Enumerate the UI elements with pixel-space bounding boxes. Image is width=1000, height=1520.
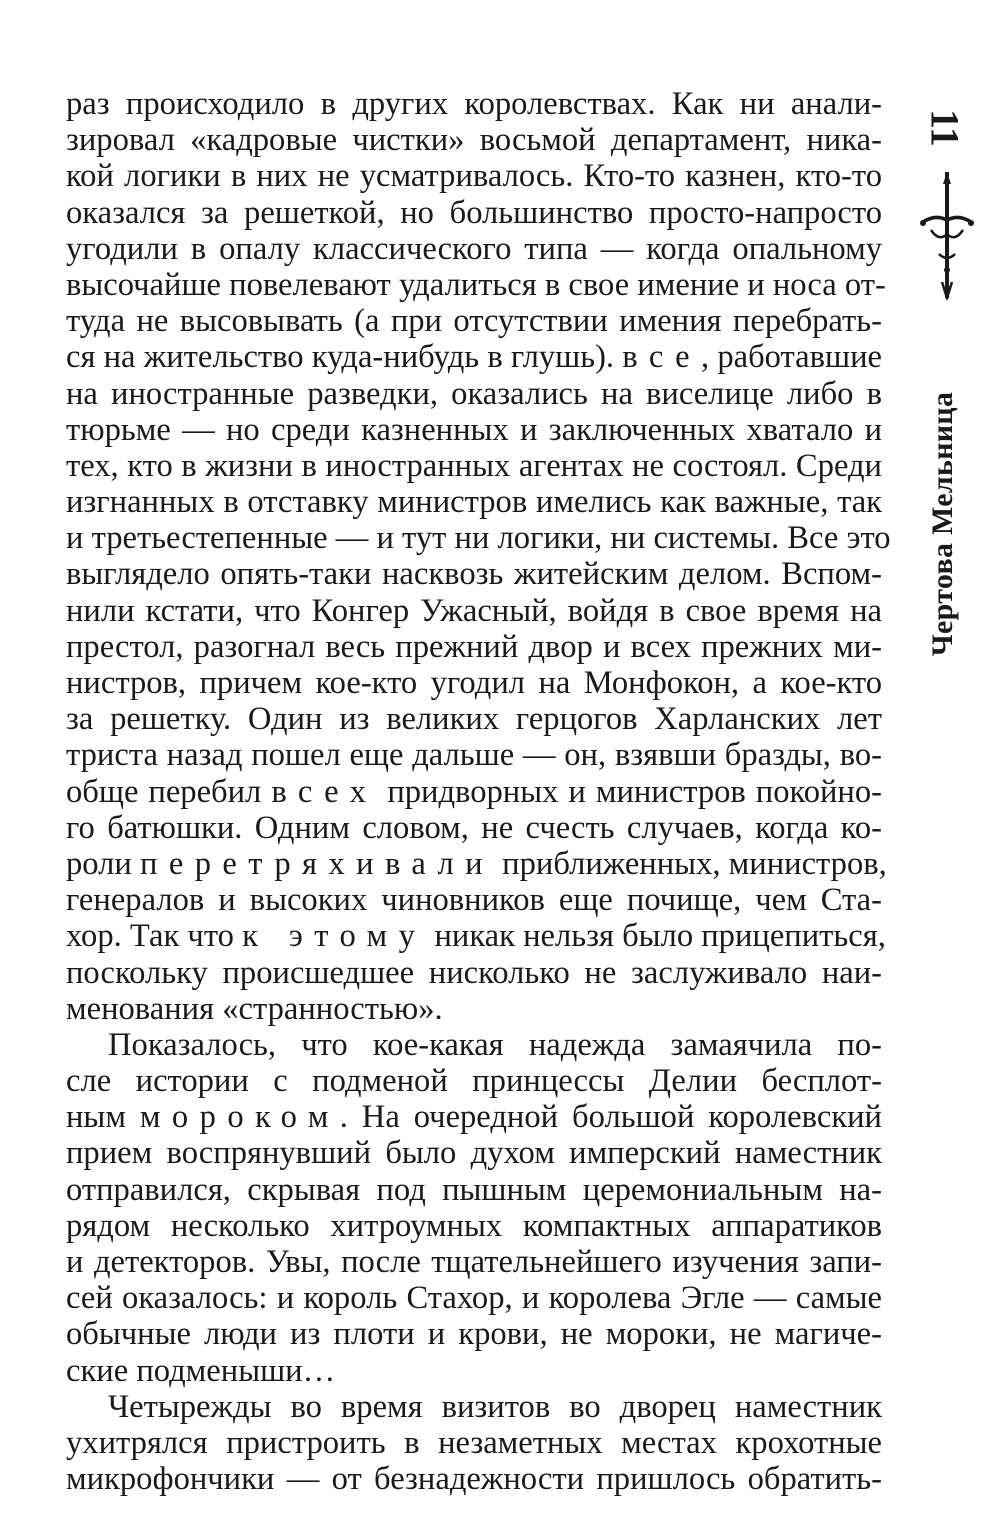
text-line: обычные люди из плоти и крови, не мороки, не магиче- — [66, 1316, 882, 1353]
text-line: сле истории с подменой принцессы Делии бесплот- — [66, 1063, 882, 1100]
text-line: зировал «кадровые чистки» восьмой департамент, ника- — [66, 122, 882, 159]
text-line: оказался за решеткой, но большинство просто-напросто — [66, 194, 882, 231]
spaced-emphasis: к этому — [242, 918, 427, 955]
text-line: и третьестепенные — и тут ни логики, ни системы. Все это — [66, 520, 891, 557]
spaced-emphasis: все — [622, 339, 702, 376]
text-line — [66, 918, 886, 955]
text-line: за решетку. Один из великих герцогов Харланских лет — [66, 701, 882, 738]
text-line: менования «странностью». — [66, 990, 443, 1027]
text-line: го батюшки. Одним словом, не счесть случаев, когда ко- — [66, 809, 882, 846]
text-fragment: . На очередной большой королевский — [339, 1099, 882, 1136]
text-line: тех, кто в жизни в иностранных агентах не состоял. Среди — [66, 447, 882, 484]
text-line: ские подменыши… — [66, 1352, 336, 1389]
text-line: кой логики в них не усматривалось. Кто-то казнен, кто-то — [66, 158, 882, 195]
dagger-ornament-icon — [917, 170, 977, 300]
main-text — [66, 86, 891, 1498]
spaced-emphasis: мороком — [139, 1099, 340, 1136]
text-line — [66, 1099, 882, 1135]
text-fragment: никак нельзя было прицепиться, — [434, 918, 886, 955]
text-fragment: придворных и министров покойно- — [387, 773, 882, 810]
text-line: микрофончики — от безнадежности пришлось обратить- — [66, 1461, 882, 1498]
text-fragment: хор. Так что — [66, 918, 234, 955]
text-line: рядом несколько хитроумных компактных аппаратиков — [66, 1207, 882, 1244]
text-line: ухитрялся пристроить в незаметных местах крохотные — [66, 1424, 882, 1461]
page-number: 11 — [922, 109, 968, 147]
text-line: тюрьме — но среди казненных и заключенных хватало и — [66, 411, 882, 448]
text-line: раз происходило в других королевствах. Как ни анали- — [66, 86, 882, 122]
text-fragment: роли — [66, 845, 132, 882]
text-line — [66, 845, 887, 882]
text-line — [66, 339, 882, 375]
text-line: на иностранные разведки, оказались на виселице либо в — [66, 375, 882, 412]
text-line: сей оказалось: и король Стахор, и королева Эгле — самые — [66, 1280, 882, 1317]
text-line: поскольку происшедшее нисколько не заслуживало наи- — [66, 954, 882, 991]
text-line: туда не высовывать (а при отсутствии имения перебрать- — [66, 303, 882, 340]
text-line: и детекторов. Увы, после тщательнейшего изучения запи- — [66, 1244, 882, 1280]
text-line: престол, разогнал весь прежний двор и всех прежних ми- — [66, 628, 882, 665]
text-line: нистров, причем кое-кто угодил на Монфокон, а кое-кто — [66, 665, 882, 701]
text-line: высочайше повелевают удалиться в свое имение и носа от- — [66, 266, 886, 303]
text-fragment: , работавшие — [701, 339, 882, 376]
spaced-emphasis: всех — [271, 773, 378, 810]
page-margin — [895, 70, 985, 690]
text-line: нили кстати, что Конгер Ужасный, войдя в свое время на — [66, 592, 882, 629]
text-fragment: обще перебил — [66, 773, 262, 810]
text-line: триста назад пошел еще дальше — он, взявши бразды, во- — [66, 737, 882, 774]
text-line — [66, 774, 882, 810]
text-line: Показалось, что кое-какая надежда замаячила по- — [108, 1026, 882, 1063]
text-line: изгнанных в отставку министров имелись как важные, так — [66, 484, 882, 521]
text-fragment: ным — [66, 1099, 126, 1136]
text-line: Четырежды во время визитов во дворец наместник — [108, 1388, 882, 1425]
text-fragment: приближенных, министров, — [502, 845, 887, 882]
text-line: угодили в опалу классического типа — когда опальному — [66, 230, 882, 267]
text-line: генералов и высоких чиновников еще почище, чем Ста- — [66, 882, 882, 919]
running-title: Чертова Мельница — [926, 391, 959, 657]
spaced-emphasis: перетряхивали — [140, 845, 494, 882]
text-line: отправился, скрывая под пышным церемониальным на- — [66, 1171, 882, 1208]
text-line: прием воспрянувший было духом имперский наместник — [66, 1135, 882, 1172]
text-fragment: ся на жительство куда-нибудь в глушь). — [66, 339, 615, 376]
text-line: выглядело опять-таки насквозь житейским делом. Вспом- — [66, 556, 882, 593]
